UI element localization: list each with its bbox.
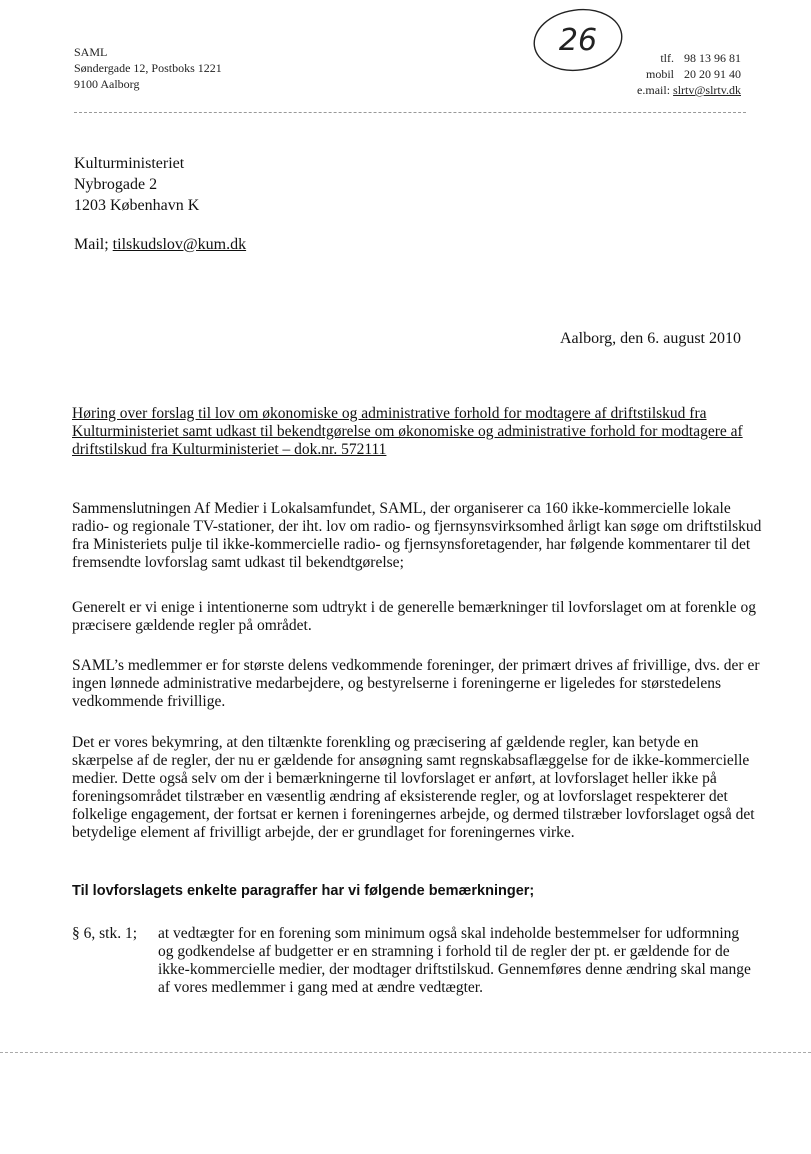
header-divider <box>74 112 746 113</box>
mobil-label: mobil <box>645 67 674 81</box>
sender-contact <box>637 50 741 98</box>
tlf-label: tlf. <box>660 51 674 65</box>
recipient-mail-link[interactable]: tilskudslov@kum.dk <box>112 236 247 253</box>
recipient-mail-label: Mail; <box>74 236 109 253</box>
email-label: e.mail: <box>637 83 671 97</box>
body-paragraph-2: Generelt er vi enige i intentionerne som udtrykt i de generelle bemærkninger til lovforslaget om at forenkle og præcisere gældende regler på området. <box>72 599 756 634</box>
email-link[interactable]: slrtv@slrtv.dk <box>673 83 741 97</box>
stamp-number: 26 <box>558 23 598 58</box>
recipient-address <box>74 153 199 216</box>
tlf-value: 98 13 96 81 <box>684 51 741 65</box>
mobil-value: 20 20 91 40 <box>684 67 741 81</box>
handwritten-number-stamp <box>528 4 628 74</box>
sender-city: 9100 Aalborg <box>74 77 140 91</box>
recipient-city: 1203 København K <box>74 197 200 214</box>
body-paragraph-4: Det er vores bekymring, at den tiltænkte forenkling og præcisering af gældende regler, kan betyde en skærpelse af de regler, der nu er gældende for ansøgning samt regnskabsaflæggelse for de ikke-kommercielle medier. Dette også selv om der i bemærkningerne til lovforslaget er anført, at lovforslaget heller ikke på foreningsområdet tilstræber en væsentlig ændring af eksisterende regler, og at lovforslaget respekterer det folkelige engagement, der fortsat er kernen i foreningernes arbejde, og dermed tilstræber lovforslaget også det betydelige element af frivilligt arbejde, der er grundlaget for foreningernes virke. <box>72 734 755 841</box>
letter-date: Aalborg, den 6. august 2010 <box>559 330 741 347</box>
section-text: at vedtægter for en forening som minimum også skal indeholde bestemmelser for udformning og godkendelse af budgetter er en stramning i forhold til de regler der pt. er gældende for de ikke-kommercielle medier, der modtager driftstilskud. Gennemføres denne ændring skal mange af vores medlemmer i gang med at ændre vedtægter. <box>158 925 751 996</box>
page-bottom-divider <box>0 1052 811 1053</box>
sender-name: SAML <box>74 45 108 59</box>
letter-subject: Høring over forslag til lov om økonomiske og administrative forhold for modtagere af driftstilskud fra Kulturministeriet samt udkast til bekendtgørelse om økonomiske og administrative forhold for modtagere af driftstilskud fra Kulturministeriet – dok.nr. 572111 <box>72 405 743 458</box>
recipient-street: Nybrogade 2 <box>74 176 158 193</box>
section-label: § 6, stk. 1; <box>72 925 138 942</box>
body-paragraph-3: SAML’s medlemmer er for største delens vedkommende foreninger, der primært drives af frivillige, dvs. der er ingen lønnede administrative medarbejdere, og bestyrelserne i foreningerne er ligeledes for størstedelens vedkommende frivillige. <box>72 657 760 710</box>
recipient-mail <box>74 234 246 255</box>
sender-street: Søndergade 12, Postboks 1221 <box>74 61 222 75</box>
body-paragraph-1: Sammenslutningen Af Medier i Lokalsamfundet, SAML, der organiserer ca 160 ikke-kommercielle lokale radio- og regionale TV-stationer, der iht. lov om radio- og fjernsynsvirksomhed årligt kan søge om driftstilskud fra Ministeriets pulje til ikke-kommercielle radio- og fjernsynsforetagender, har følgende kommentarer til det fremsendte lovforslag samt udkast til bekendtgørelse; <box>72 500 762 571</box>
recipient-name: Kulturministeriet <box>74 155 185 172</box>
section-heading: Til lovforslagets enkelte paragraffer har vi følgende bemærkninger; <box>72 883 535 899</box>
sender-address <box>74 44 222 92</box>
